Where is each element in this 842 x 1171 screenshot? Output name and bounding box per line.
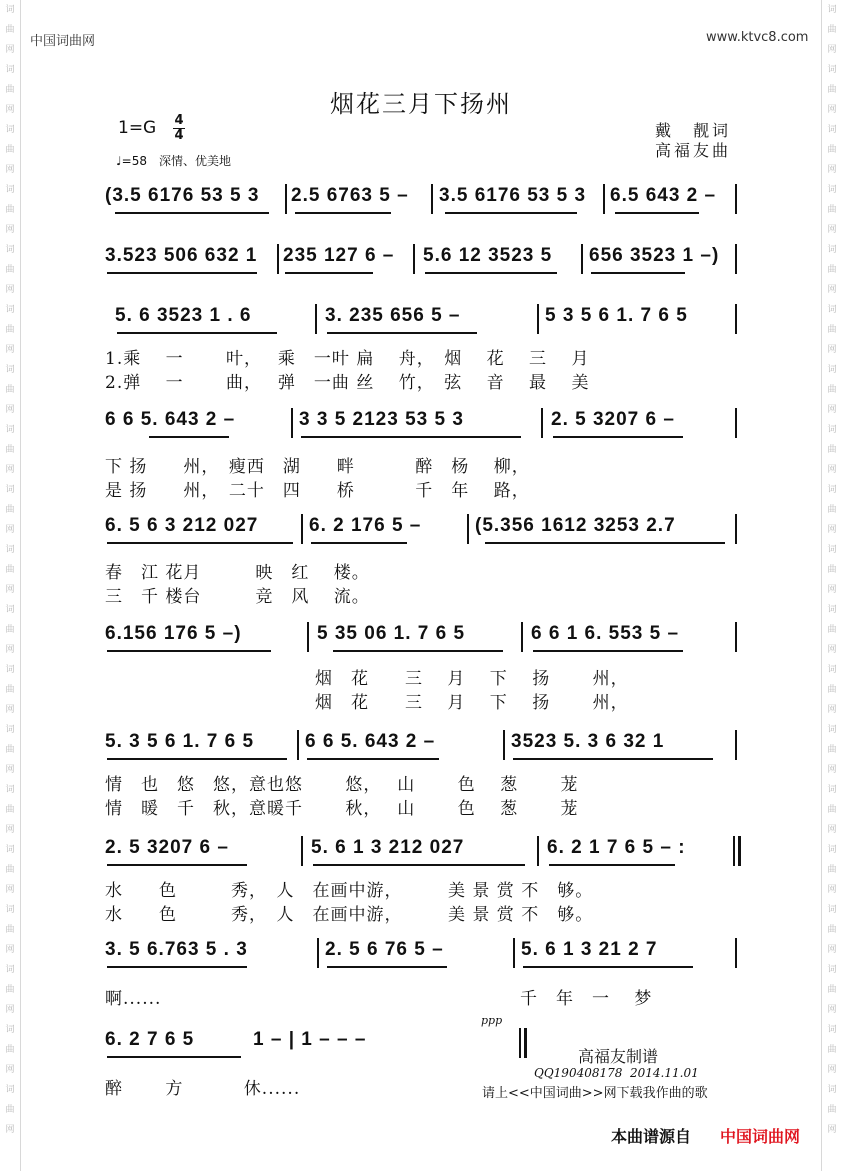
beam-underline xyxy=(107,542,293,544)
watermark-char: 词 xyxy=(827,605,837,615)
lyric-line: 情 暖 千 秋，意暖千 秋， 山 色 葱 茏 xyxy=(105,799,579,819)
watermark-char: 曲 xyxy=(827,85,837,95)
watermark-char: 词 xyxy=(827,725,837,735)
watermark-char: 网 xyxy=(827,525,837,535)
watermark-char: 词 xyxy=(5,665,15,675)
watermark-char: 词 xyxy=(5,5,15,15)
beam-underline xyxy=(295,212,391,214)
composer-credit: 高福友曲 xyxy=(655,141,732,160)
source-label: 本曲谱源自 xyxy=(611,1127,692,1146)
watermark-char: 网 xyxy=(5,945,15,955)
staff-row-5 xyxy=(105,512,737,546)
watermark-char: 曲 xyxy=(5,205,15,215)
lyric-line: 烟 花 三 月 下 扬 州， xyxy=(315,693,629,713)
barline xyxy=(317,938,319,968)
watermark-char: 曲 xyxy=(5,985,15,995)
measure: 6. 2 176 5 – xyxy=(309,515,422,536)
barline xyxy=(537,304,539,334)
measure: 5. 6 3523 1 . 6 xyxy=(115,305,252,326)
watermark-char: 网 xyxy=(827,345,837,355)
beam-underline xyxy=(445,212,577,214)
measure: 6. 5 6 3 212 027 xyxy=(105,515,259,536)
watermark-char: 词 xyxy=(5,725,15,735)
watermark-char: 词 xyxy=(5,305,15,315)
barline xyxy=(537,836,539,866)
beam-underline xyxy=(533,650,683,652)
watermark-char: 曲 xyxy=(827,805,837,815)
barline xyxy=(521,622,523,652)
watermark-char: 曲 xyxy=(5,625,15,635)
measure: 6 6 5. 643 2 – xyxy=(105,409,236,430)
watermark-char: 网 xyxy=(5,585,15,595)
beam-underline xyxy=(313,864,525,866)
beam-underline xyxy=(523,966,693,968)
tempo-marking: ♩=58 深情、优美地 xyxy=(116,154,231,168)
barline xyxy=(735,622,737,652)
watermark-char: 曲 xyxy=(5,85,15,95)
measure: 3 3 5 2123 53 5 3 xyxy=(299,409,464,430)
measure: 3. 5 6.763 5 . 3 xyxy=(105,939,248,960)
staff-row-6 xyxy=(105,620,737,654)
watermark-char: 网 xyxy=(5,1125,15,1135)
watermark-char: 网 xyxy=(5,285,15,295)
watermark-char: 曲 xyxy=(5,25,15,35)
barline xyxy=(431,184,433,214)
watermark-char: 词 xyxy=(827,125,837,135)
final-barline-thick xyxy=(524,1028,527,1058)
watermark-char: 词 xyxy=(827,305,837,315)
watermark-char: 曲 xyxy=(5,325,15,335)
watermark-char: 网 xyxy=(5,225,15,235)
watermark-char: 词 xyxy=(827,1085,837,1095)
watermark-char: 网 xyxy=(5,765,15,775)
watermark-char: 词 xyxy=(5,1085,15,1095)
beam-underline xyxy=(107,1056,241,1058)
watermark-char: 词 xyxy=(5,365,15,375)
key-signature: 1=G xyxy=(118,118,157,138)
barline xyxy=(301,836,303,866)
beam-underline xyxy=(107,272,257,274)
beam-underline xyxy=(117,332,277,334)
barline xyxy=(581,244,583,274)
watermark-char: 词 xyxy=(827,965,837,975)
watermark-char: 网 xyxy=(827,465,837,475)
beam-underline xyxy=(327,332,477,334)
lyric-line: 水 色 秀， 人 在画中游， 美 景 赏 不 够。 xyxy=(105,905,594,925)
barline xyxy=(735,244,737,274)
watermark-char: 网 xyxy=(827,405,837,415)
watermark-char: 曲 xyxy=(827,1105,837,1115)
watermark-char: 曲 xyxy=(827,565,837,575)
watermark-char: 网 xyxy=(5,105,15,115)
beam-underline xyxy=(425,272,557,274)
measure: 3. 235 656 5 – xyxy=(325,305,461,326)
lyric-line: 水 色 秀， 人 在画中游， 美 景 赏 不 够。 xyxy=(105,881,594,901)
watermark-char: 曲 xyxy=(827,385,837,395)
watermark-char: 曲 xyxy=(5,865,15,875)
measure: 6.5 643 2 – xyxy=(610,185,717,206)
lyric-line: 千 年 一 梦 xyxy=(520,989,653,1009)
staff-row-9 xyxy=(105,936,737,970)
watermark-char: 曲 xyxy=(5,925,15,935)
watermark-char: 曲 xyxy=(5,1045,15,1055)
left-watermark-column xyxy=(0,0,20,1171)
watermark-char: 曲 xyxy=(827,1045,837,1055)
barline xyxy=(503,730,505,760)
barline xyxy=(307,622,309,652)
watermark-char: 曲 xyxy=(5,145,15,155)
lyric-line: 醉 方 休...... xyxy=(105,1079,301,1099)
site-name-left[interactable]: 中国词曲网 xyxy=(30,34,96,49)
beam-underline xyxy=(553,436,683,438)
watermark-char: 词 xyxy=(5,965,15,975)
watermark-char: 网 xyxy=(827,885,837,895)
beam-underline xyxy=(591,272,685,274)
staff-row-3 xyxy=(105,302,737,336)
measure: 6.156 176 5 –) xyxy=(105,623,242,644)
beam-underline xyxy=(107,966,247,968)
watermark-char: 词 xyxy=(5,425,15,435)
watermark-char: 网 xyxy=(5,405,15,415)
watermark-char: 词 xyxy=(5,905,15,915)
time-top: 4 xyxy=(174,113,184,128)
watermark-char: 网 xyxy=(5,1065,15,1075)
watermark-char: 词 xyxy=(5,65,15,75)
watermark-char: 曲 xyxy=(5,445,15,455)
lyric-line: 是 扬 州， 二十 四 桥 千 年 路， xyxy=(105,481,530,501)
beam-underline xyxy=(301,436,521,438)
watermark-char: 网 xyxy=(827,585,837,595)
watermark-char: 曲 xyxy=(5,805,15,815)
measure: 5. 3 5 6 1. 7 6 5 xyxy=(105,731,255,752)
measure: 5. 6 1 3 212 027 xyxy=(311,837,465,858)
watermark-char: 词 xyxy=(5,605,15,615)
beam-underline xyxy=(311,542,407,544)
staff-row-1 xyxy=(105,182,737,216)
watermark-char: 曲 xyxy=(5,385,15,395)
watermark-char: 曲 xyxy=(827,625,837,635)
measure: 5 35 06 1. 7 6 5 xyxy=(317,623,466,644)
watermark-char: 曲 xyxy=(827,505,837,515)
barline xyxy=(735,304,737,334)
barline xyxy=(735,730,737,760)
barline xyxy=(735,184,737,214)
measure: 3.5 6176 53 5 3 xyxy=(439,185,587,206)
beam-underline xyxy=(307,758,439,760)
watermark-char: 网 xyxy=(827,705,837,715)
watermark-char: 网 xyxy=(827,165,837,175)
beam-underline xyxy=(107,864,247,866)
watermark-char: 词 xyxy=(5,485,15,495)
watermark-char: 词 xyxy=(827,185,837,195)
watermark-char: 网 xyxy=(827,1005,837,1015)
watermark-char: 词 xyxy=(827,845,837,855)
measure: 5 3 5 6 1. 7 6 5 xyxy=(545,305,688,326)
measure: 2. 5 3207 6 – xyxy=(105,837,229,858)
watermark-char: 曲 xyxy=(5,565,15,575)
watermark-char: 曲 xyxy=(5,505,15,515)
watermark-char: 曲 xyxy=(827,685,837,695)
barline xyxy=(413,244,415,274)
time-bottom: 4 xyxy=(174,128,184,143)
beam-underline xyxy=(327,966,447,968)
watermark-char: 词 xyxy=(827,905,837,915)
barline xyxy=(467,514,469,544)
measure: 3.523 506 632 1 xyxy=(105,245,258,266)
beam-underline xyxy=(107,650,271,652)
watermark-char: 词 xyxy=(827,545,837,555)
measure: (3.5 6176 53 5 3 xyxy=(105,185,260,206)
watermark-char: 词 xyxy=(827,5,837,15)
watermark-char: 曲 xyxy=(827,25,837,35)
left-edge-line xyxy=(20,0,21,1171)
watermark-char: 曲 xyxy=(827,205,837,215)
barline xyxy=(315,304,317,334)
barline xyxy=(285,184,287,214)
staff-row-4 xyxy=(105,406,737,440)
watermark-char: 词 xyxy=(5,185,15,195)
watermark-char: 词 xyxy=(5,845,15,855)
watermark-char: 词 xyxy=(5,785,15,795)
staff-row-8 xyxy=(105,834,737,868)
watermark-char: 网 xyxy=(827,225,837,235)
staff-row-7 xyxy=(105,728,737,762)
watermark-char: 网 xyxy=(5,1005,15,1015)
watermark-char: 曲 xyxy=(827,145,837,155)
watermark-char: 网 xyxy=(5,885,15,895)
watermark-char: 曲 xyxy=(827,325,837,335)
watermark-char: 网 xyxy=(5,825,15,835)
watermark-char: 网 xyxy=(827,825,837,835)
barline xyxy=(277,244,279,274)
beam-underline xyxy=(149,436,229,438)
watermark-char: 网 xyxy=(5,465,15,475)
contact-line: QQ190408178 2014.11.01 xyxy=(534,1066,699,1080)
barline xyxy=(735,514,737,544)
measure: 5. 6 1 3 21 2 7 xyxy=(521,939,658,960)
watermark-char: 曲 xyxy=(5,265,15,275)
measure: 6. 2 7 6 5 xyxy=(105,1029,195,1050)
watermark-char: 曲 xyxy=(827,445,837,455)
lyric-line: 下 扬 州， 瘦西 湖 畔 醉 杨 柳， xyxy=(105,457,530,477)
lyric-line: 啊...... xyxy=(105,989,162,1009)
measure: 3523 5. 3 6 32 1 xyxy=(511,731,665,752)
watermark-char: 词 xyxy=(5,245,15,255)
barline xyxy=(603,184,605,214)
download-note: 请上<<中国词曲>>网下载我作曲的歌 xyxy=(482,1086,708,1101)
final-barline xyxy=(733,836,735,866)
lyricist-credit: 戴 靓词 xyxy=(655,121,732,140)
beam-underline xyxy=(615,212,699,214)
lyric-line: 烟 花 三 月 下 扬 州， xyxy=(315,669,629,689)
right-watermark-column xyxy=(822,0,842,1171)
watermark-char: 网 xyxy=(827,645,837,655)
barline xyxy=(297,730,299,760)
time-signature xyxy=(173,114,185,143)
measure: 2.5 6763 5 – xyxy=(291,185,409,206)
barline xyxy=(541,408,543,438)
dynamic-ppp: ppp xyxy=(481,1014,503,1027)
measure: (5.356 1612 3253 2.7 xyxy=(475,515,676,536)
site-url-right[interactable]: www.ktvc8.com xyxy=(706,30,809,45)
watermark-char: 曲 xyxy=(827,265,837,275)
beam-underline xyxy=(513,758,713,760)
watermark-char: 网 xyxy=(5,165,15,175)
barline xyxy=(735,938,737,968)
watermark-char: 网 xyxy=(827,45,837,55)
beam-underline xyxy=(549,864,675,866)
source-link[interactable]: 中国词曲网 xyxy=(720,1127,801,1146)
beam-underline xyxy=(333,650,503,652)
watermark-char: 词 xyxy=(5,1025,15,1035)
watermark-char: 词 xyxy=(827,665,837,675)
watermark-char: 网 xyxy=(827,105,837,115)
measure: 2. 5 6 76 5 – xyxy=(325,939,444,960)
measure: 5.6 12 3523 5 xyxy=(423,245,553,266)
watermark-char: 网 xyxy=(827,285,837,295)
beam-underline xyxy=(107,758,287,760)
final-barline-thick xyxy=(738,836,741,866)
watermark-char: 网 xyxy=(5,45,15,55)
watermark-char: 曲 xyxy=(827,985,837,995)
watermark-char: 曲 xyxy=(5,745,15,755)
song-title: 烟花三月下扬州 xyxy=(330,90,512,118)
measure: 1 – | 1 – – – xyxy=(253,1029,367,1050)
measure: 656 3523 1 –) xyxy=(589,245,720,266)
barline xyxy=(735,408,737,438)
watermark-char: 网 xyxy=(5,525,15,535)
watermark-char: 曲 xyxy=(5,685,15,695)
barline xyxy=(301,514,303,544)
watermark-char: 网 xyxy=(827,945,837,955)
lyric-line: 春 江 花月 映 红 楼。 xyxy=(105,563,370,583)
measure: 2. 5 3207 6 – xyxy=(551,409,675,430)
watermark-char: 词 xyxy=(827,485,837,495)
lyric-line: 2.弹 一 曲， 弹 一曲 丝 竹， 弦 音 最 美 xyxy=(105,373,590,393)
watermark-char: 词 xyxy=(5,545,15,555)
barline xyxy=(291,408,293,438)
final-barline xyxy=(519,1028,521,1058)
watermark-char: 网 xyxy=(827,1125,837,1135)
watermark-char: 网 xyxy=(5,705,15,715)
measure: 235 127 6 – xyxy=(283,245,395,266)
staff-row-10 xyxy=(105,1014,535,1060)
barline xyxy=(513,938,515,968)
measure: 6 6 1 6. 553 5 – xyxy=(531,623,680,644)
watermark-char: 词 xyxy=(827,65,837,75)
watermark-char: 曲 xyxy=(5,1105,15,1115)
watermark-char: 词 xyxy=(827,365,837,375)
beam-underline xyxy=(115,212,269,214)
watermark-char: 曲 xyxy=(827,925,837,935)
measure: 6 6 5. 643 2 – xyxy=(305,731,436,752)
beam-underline xyxy=(485,542,725,544)
lyric-line: 情 也 悠 悠，意也悠 悠， 山 色 葱 茏 xyxy=(105,775,579,795)
score-maker: 高福友制谱 xyxy=(578,1047,659,1066)
watermark-char: 网 xyxy=(5,345,15,355)
watermark-char: 网 xyxy=(827,765,837,775)
measure: 6. 2 1 7 6 5 – : xyxy=(547,837,686,858)
watermark-char: 词 xyxy=(827,785,837,795)
watermark-char: 词 xyxy=(827,1025,837,1035)
lyric-line: 三 千 楼台 竞 风 流。 xyxy=(105,587,370,607)
watermark-char: 词 xyxy=(827,245,837,255)
staff-row-2 xyxy=(105,242,737,276)
watermark-char: 网 xyxy=(827,1065,837,1075)
watermark-char: 词 xyxy=(5,125,15,135)
watermark-char: 网 xyxy=(5,645,15,655)
watermark-char: 词 xyxy=(827,425,837,435)
lyric-line: 1.乘 一 叶， 乘 一叶 扁 舟， 烟 花 三 月 xyxy=(105,349,590,369)
beam-underline xyxy=(285,272,373,274)
watermark-char: 曲 xyxy=(827,745,837,755)
watermark-char: 曲 xyxy=(827,865,837,875)
